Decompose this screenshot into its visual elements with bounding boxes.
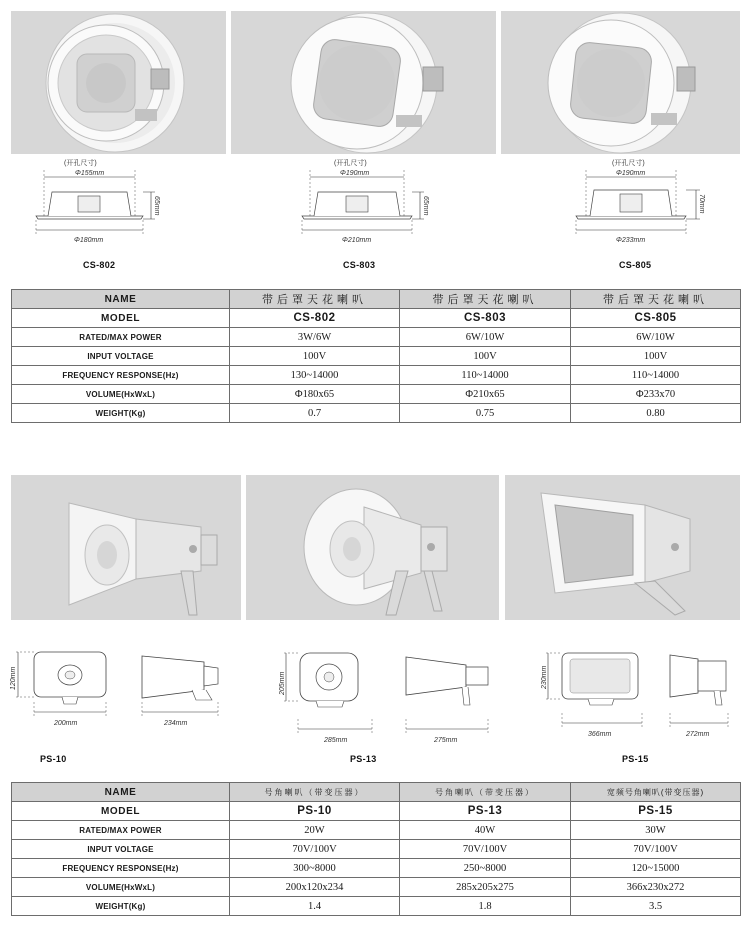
spec-value: 6W/10W xyxy=(400,328,571,347)
ps-10-photo xyxy=(11,475,241,620)
height-dimension: 120mm xyxy=(10,666,17,690)
row-label: INPUT VOLTAGE xyxy=(12,347,230,366)
spec-row-voltage xyxy=(12,347,741,366)
product-name: 号角喇叭（带变压器） xyxy=(400,783,571,802)
spec-value: 250~8000 xyxy=(400,859,571,878)
spec-value: 366x230x272 xyxy=(571,878,741,897)
model-row xyxy=(12,309,741,328)
ps-13-model-label: PS-13 xyxy=(350,754,377,764)
ps-15-photo xyxy=(505,475,740,620)
height-dimension: 65mm xyxy=(422,196,429,216)
product-name: 带后罩天花喇叭 xyxy=(230,290,400,309)
row-label: FREQUENCY RESPONSE(Hz) xyxy=(12,366,230,385)
model-cell: PS-10 xyxy=(230,802,400,821)
ceiling-spec-table xyxy=(11,289,741,423)
spec-row-frequency xyxy=(12,859,741,878)
spec-row-volume xyxy=(12,385,741,404)
length-dimension: 272mm xyxy=(686,731,710,738)
spec-row-power xyxy=(12,328,741,347)
cutout-title: (开孔尺寸) xyxy=(334,160,367,167)
row-label: INPUT VOLTAGE xyxy=(12,840,230,859)
cs-805-photo xyxy=(501,11,740,154)
horn-spec-table xyxy=(11,782,741,916)
product-name: 宽频号角喇叭(带变压器) xyxy=(571,783,741,802)
cs-805-dimension-drawing xyxy=(572,156,722,254)
spec-value: 100V xyxy=(571,347,741,366)
width-dimension: Φ210mm xyxy=(342,237,372,244)
spec-value: Φ180x65 xyxy=(230,385,400,404)
cutout-dimension: Φ155mm xyxy=(75,170,105,177)
spec-value: 70V/100V xyxy=(230,840,400,859)
height-dimension: 65mm xyxy=(153,196,160,216)
row-label: VOLUME(HxWxL) xyxy=(12,385,230,404)
cs-803-dimension-drawing xyxy=(296,156,446,254)
row-label: RATED/MAX POWER xyxy=(12,328,230,347)
cs-802-dimension-drawing xyxy=(30,156,180,254)
cs-802-photo xyxy=(11,11,226,154)
spec-value: 285x205x275 xyxy=(400,878,571,897)
spec-value: 100V xyxy=(400,347,571,366)
spec-value: 1.4 xyxy=(230,897,400,916)
width-dimension: Φ180mm xyxy=(74,237,104,244)
ps-13-photo xyxy=(246,475,499,620)
cutout-title: (开孔尺寸) xyxy=(64,160,97,167)
spec-value: 20W xyxy=(230,821,400,840)
model-cell: CS-805 xyxy=(571,309,741,328)
cs-803-photo xyxy=(231,11,496,154)
spec-value: 200x120x234 xyxy=(230,878,400,897)
row-label: FREQUENCY RESPONSE(Hz) xyxy=(12,859,230,878)
length-dimension: 275mm xyxy=(434,737,458,744)
width-dimension: Φ233mm xyxy=(616,237,646,244)
spec-value: 0.75 xyxy=(400,404,571,423)
ps-10-dimension-drawing xyxy=(6,640,236,735)
row-label: WEIGHT(Kg) xyxy=(12,404,230,423)
spec-value: 1.8 xyxy=(400,897,571,916)
length-dimension: 234mm xyxy=(164,720,188,727)
spec-value: Φ233x70 xyxy=(571,385,741,404)
cutout-dimension: Φ190mm xyxy=(340,170,370,177)
name-label: NAME xyxy=(12,290,230,309)
spec-row-weight xyxy=(12,897,741,916)
spec-row-power xyxy=(12,821,741,840)
width-dimension: 366mm xyxy=(588,731,612,738)
cs-805-model-label: CS-805 xyxy=(619,260,652,270)
model-row xyxy=(12,802,741,821)
name-label: NAME xyxy=(12,783,230,802)
name-row xyxy=(12,290,741,309)
ps-10-model-label: PS-10 xyxy=(40,754,67,764)
ps-13-dimension-drawing xyxy=(276,645,508,745)
row-label: WEIGHT(Kg) xyxy=(12,897,230,916)
spec-value: 110~14000 xyxy=(400,366,571,385)
product-name: 带后罩天花喇叭 xyxy=(571,290,741,309)
spec-value: 40W xyxy=(400,821,571,840)
height-dimension: 230mm xyxy=(541,665,548,689)
spec-value: 300~8000 xyxy=(230,859,400,878)
spec-value: 0.7 xyxy=(230,404,400,423)
width-dimension: 200mm xyxy=(54,720,78,727)
model-cell: PS-15 xyxy=(571,802,741,821)
spec-value: 130~14000 xyxy=(230,366,400,385)
spec-value: 30W xyxy=(571,821,741,840)
spec-row-frequency xyxy=(12,366,741,385)
spec-value: 6W/10W xyxy=(571,328,741,347)
width-dimension: 285mm xyxy=(324,737,348,744)
spec-value: 120~15000 xyxy=(571,859,741,878)
ps-15-model-label: PS-15 xyxy=(622,754,649,764)
model-label: MODEL xyxy=(12,309,230,328)
spec-row-voltage xyxy=(12,840,741,859)
cs-803-model-label: CS-803 xyxy=(343,260,376,270)
row-label: RATED/MAX POWER xyxy=(12,821,230,840)
height-dimension: 70mm xyxy=(698,194,705,214)
name-row xyxy=(12,783,741,802)
cutout-dimension: Φ190mm xyxy=(616,170,646,177)
spec-row-volume xyxy=(12,878,741,897)
spec-value: 100V xyxy=(230,347,400,366)
spec-value: 3.5 xyxy=(571,897,741,916)
spec-value: 70V/100V xyxy=(571,840,741,859)
model-cell: PS-13 xyxy=(400,802,571,821)
model-cell: CS-802 xyxy=(230,309,400,328)
model-label: MODEL xyxy=(12,802,230,821)
spec-row-weight xyxy=(12,404,741,423)
product-name: 带后罩天花喇叭 xyxy=(400,290,571,309)
height-dimension: 205mm xyxy=(279,671,286,695)
row-label: VOLUME(HxWxL) xyxy=(12,878,230,897)
product-name: 号角喇叭（带变压器） xyxy=(230,783,400,802)
cutout-title: (开孔尺寸) xyxy=(612,160,645,167)
model-cell: CS-803 xyxy=(400,309,571,328)
ps-15-dimension-drawing xyxy=(538,645,743,745)
cs-802-model-label: CS-802 xyxy=(83,260,116,270)
spec-value: 70V/100V xyxy=(400,840,571,859)
spec-value: Φ210x65 xyxy=(400,385,571,404)
spec-value: 110~14000 xyxy=(571,366,741,385)
spec-value: 3W/6W xyxy=(230,328,400,347)
spec-value: 0.80 xyxy=(571,404,741,423)
